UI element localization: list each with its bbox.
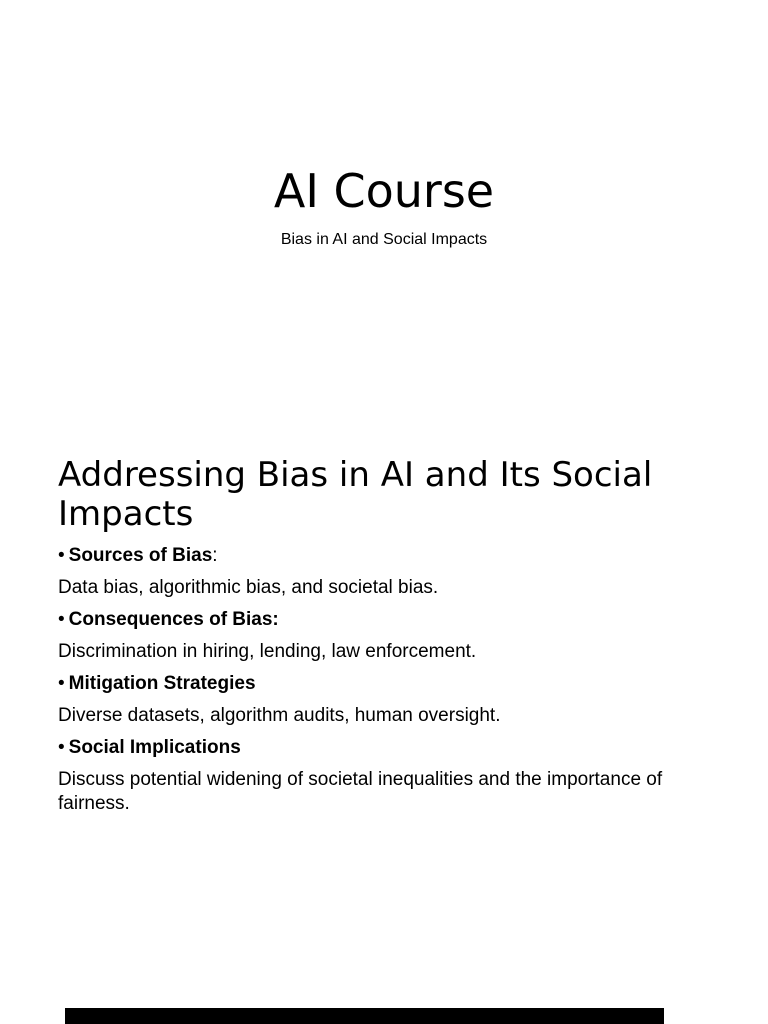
bullet-description: Data bias, algorithmic bias, and societal bias.	[58, 577, 439, 598]
bullet-description: Discrimination in hiring, lending, law enforcement.	[58, 641, 477, 662]
bullet-heading	[58, 608, 718, 632]
bullet-heading	[58, 544, 718, 568]
title-slide	[0, 0, 768, 420]
bullet-heading	[58, 672, 718, 696]
bullet-marker: •	[58, 673, 65, 694]
bullet-item-mitigation-strategies	[58, 672, 718, 728]
bullet-label: Sources of Bias	[68, 545, 213, 566]
bullet-label-suffix: :	[212, 545, 218, 566]
bullet-label: Consequences of Bias:	[68, 609, 279, 630]
bullet-marker: •	[58, 545, 65, 566]
bullet-description: Discuss potential widening of societal inequalities and the importance of fairness.	[58, 769, 663, 814]
course-subtitle: Bias in AI and Social Impacts	[280, 231, 488, 248]
bullet-label: Social Implications	[68, 737, 241, 758]
content-slide	[58, 456, 718, 824]
footer-bar	[65, 1008, 664, 1024]
bullet-heading	[58, 736, 718, 760]
bullet-description: Diverse datasets, algorithm audits, human oversight.	[58, 705, 501, 726]
bullet-marker: •	[58, 609, 65, 630]
bullet-item-consequences-of-bias	[58, 608, 718, 664]
course-title: AI Course	[273, 164, 495, 218]
bullet-item-social-implications	[58, 736, 718, 816]
bullet-label: Mitigation Strategies	[68, 673, 256, 694]
section-heading: Addressing Bias in AI and Its Social Impacts	[58, 455, 653, 534]
bullet-list	[58, 544, 718, 816]
bullet-marker: •	[58, 737, 65, 758]
bullet-item-sources-of-bias	[58, 544, 718, 600]
